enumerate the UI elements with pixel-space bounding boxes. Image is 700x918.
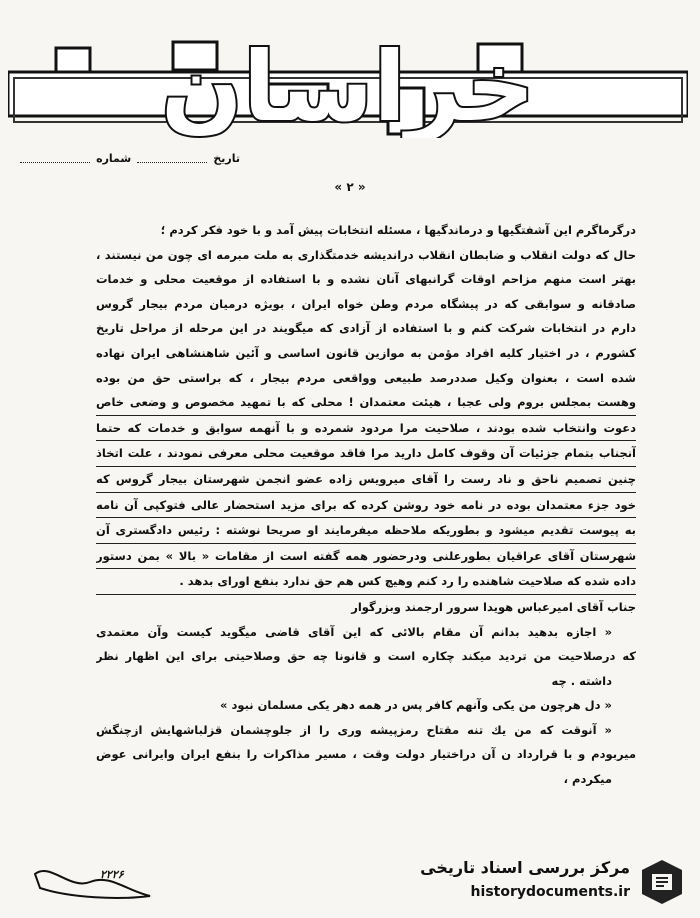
watermark (410, 852, 690, 912)
masthead-dot-left (56, 48, 90, 72)
body-line: جناب آقای امیرعباس هویدا سرور ارجمند وبزرگوار (351, 599, 636, 614)
page-number: « ۲ » (334, 180, 366, 194)
signature-number: ۲۲۲۶ (100, 868, 124, 881)
body-line: درگرماگرم این آشفتگیها و درماندگیها ، مسئله انتخابات پیش آمد و با خود فکر کردم ؛ (160, 223, 636, 237)
number-label: شماره (96, 151, 132, 165)
body-line: داشته . چه (551, 673, 612, 688)
watermark-url: historydocuments.ir (470, 884, 630, 900)
body-line: خود جزء معتمدان بوده در نامه خود روشن کرده که برای مزید استحضار عالی فتوکپی آن نامه (96, 493, 636, 519)
date-dots (137, 154, 207, 163)
body-line: چنین تصمیم ناحق و ناد رست را آقای میرویس زاده عضو انجمن شهرستان بیجار گروس که (96, 467, 636, 493)
body-line: آنجناب بتمام جزئیات آن وقوف کامل دارید مرا فاقد موقعیت محلی معرفی نمودند ، علت اتخاذ (96, 441, 636, 467)
body-line: دارم در انتخابات شرکت کنم و با استفاده از آزادی که میگویند در این مرحله از مراحل تاریخ (96, 321, 636, 336)
body-line: صادقانه و سوابقی که در پیشگاه مردم وطن خواه ایران ، بویژه درمیان مردم بیجار گروس (96, 296, 636, 311)
date-label: تاریخ (213, 151, 240, 165)
body-line: « آنوقت که من یك تنه مقتاح رمزپیشه وری را از جلوچشمان قزلباشهایش ازچنگش (96, 722, 612, 737)
masthead-svg (8, 28, 688, 138)
number-dots (20, 154, 90, 163)
watermark-title: مرکز بررسی اسناد تاریخی (420, 858, 630, 877)
body-line: کشورم ، در اختیار کلیه افراد مؤمن به موازین قانون اساسی و آئین شاهنشاهی ایران نهاده (96, 345, 636, 360)
body-line: وهست بمجلس بروم ولی عجبا ، هیئت معتمدان ! محلی که با تمهید مخصوص و وضعی خاص (96, 390, 636, 416)
body-line: میکردم ، (563, 772, 612, 787)
body-line: داده شده که صلاحیت شاهنده را رد کنم وهیچ کس هم حق ندارد بنفع اورای بدهد . (96, 569, 636, 595)
body-line: شده است ، بعنوان وکیل صددرصد طبیعی وواقعی مردم بیجار ، که براستی حق من بوده (96, 370, 636, 385)
body-line: شهرستان آقای عراقیان بطورعلنی ودرحضور همه گفته است از مقامات « بالا » بمن دستور (96, 544, 636, 570)
body-line: « اجازه بدهید بدانم آن مقام بالائی که این آقای قاضی میگوید کیست وآن معتمدی (96, 624, 612, 639)
dateline (20, 148, 240, 168)
masthead-title: خراسان (160, 31, 536, 138)
body-line: بهتر است منهم مزاحم اوقات گرانبهای آنان نشده و با استفاده از موقعیت محلی و خدمات (96, 272, 636, 287)
body-line: میربودم و با قرارداد ن آن دراختیار دولت وقت ، مسیر مذاکرات را بنفع ایران وایرانی عوض (96, 747, 636, 762)
body-line: « دل هرچون من یکی وآنهم کافر پس در همه دهر یکی مسلمان نبود » (220, 698, 612, 713)
body-line: دعوت وانتخاب شده بودند ، صلاحیت مرا مردود شمرده و با آنهمه سوابق و خدمات که حتما (96, 416, 636, 442)
body-line: حال که دولت انقلاب و ضابطان انقلاب دراندیشه خدمتگذاری به ملت مبرمه ای چون من نیستند ، (96, 247, 636, 262)
body-line: به پیوست تقدیم میشود و بطوریکه ملاحظه میفرمایند او صریحا نوشته : رئیس دادگستری آن (96, 518, 636, 544)
masthead-logo (8, 28, 688, 138)
body-line: که درصلاحیت من تردید میکند چکاره است و قانونا چه حق وصلاحیتی برای این اظهار نظر (96, 649, 636, 664)
archive-logo-icon (638, 858, 686, 906)
letter-body (96, 218, 636, 792)
